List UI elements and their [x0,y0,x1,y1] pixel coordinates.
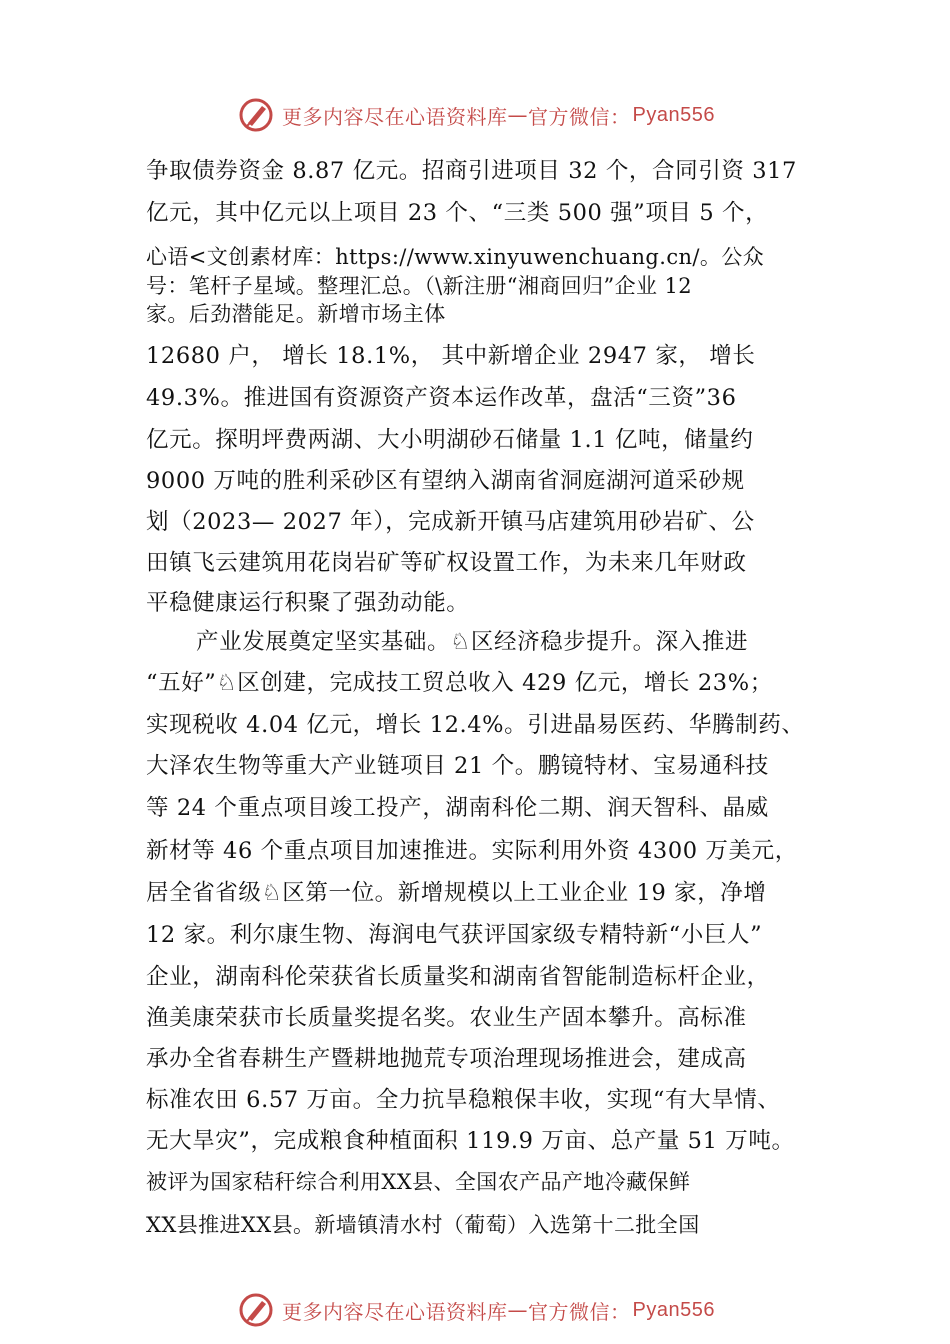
paragraph-start-line: 产业发展奠定坚实基础。♘区经济稳步提升。深入推进 [196,629,749,655]
text-line: 争取债券资金 8.87 亿元。招商引进项目 32 个，合同引资 317 [146,158,797,184]
text-line: 大泽农生物等重大产业链项目 21 个。鹏镜特材、宝易通科技 [146,753,769,779]
text-line: 12 家。利尔康生物、海润电气获评国家级专精特新“小巨人” [146,922,763,948]
watermark-site-name: 更多内容尽在心语资料库 [282,104,508,129]
watermark-contact-label: 官方微信： [528,104,631,129]
watermark-contact-id: Pyan556 [632,103,715,126]
text-line: 居全省省级♘区第一位。新增规模以上工业企业 19 家，净增 [146,880,767,906]
text-line: 实现税收 4.04 亿元，增长 12.4%。引进晶易医药、华腾制药、 [146,712,805,738]
text-line: 标准农田 6.57 万亩。全力抗旱稳粮保丰收，实现“有大旱情、 [146,1087,781,1113]
text-line: 49.3%。推进国有资源资产资本运作改革，盘活“三资”36 [146,385,737,411]
text-line: 新材等 46 个重点项目加速推进。实际利用外资 4300 万美元， [146,838,798,864]
text-line: 田镇飞云建筑用花岗岩矿等矿权设置工作，为未来几年财政 [146,550,747,576]
watermark-contact-id: Pyan556 [632,1298,715,1321]
text-line: 9000 万吨的胜利采砂区有望纳入湖南省洞庭湖河道采砂规 [146,468,745,494]
text-line: 心语<文创素材库：https://www.xinyuwenchuang.cn/。公众 [146,245,765,269]
text-line: 家。后劲潜能足。新增市场主体 [146,302,446,326]
watermark-separator: — [507,103,528,127]
pen-seal-icon [238,1292,274,1328]
text-line: 划（2023— 2027 年），完成新开镇马店建筑用砂岩矿、公 [146,509,755,535]
text-line: 亿元。探明坪费两湖、大小明湖砂石储量 1.1 亿吨，储量约 [146,427,754,453]
text-line: 亿元，其中亿元以上项目 23 个、“三类 500 强”项目 5 个， [146,200,769,226]
text-line: 等 24 个重点项目竣工投产，湖南科伦二期、润天智科、晶威 [146,795,769,821]
text-line: 12680 户， 增长 18.1%， 其中新增企业 2947 家， 增长 [146,343,756,369]
text-line: 无大旱灾”，完成粮食种植面积 119.9 万亩、总产量 51 万吨。 [146,1128,795,1154]
text-line: 号：笔杆子星域。整理汇总。（\新注册“湘商回归”企业 12 [146,274,693,298]
text-line: 承办全省春耕生产暨耕地抛荒专项治理现场推进会，建成高 [146,1046,747,1072]
watermark-banner-bottom [238,1290,738,1330]
watermark-site-name: 更多内容尽在心语资料库 [282,1299,508,1324]
text-line: 企业，湖南科伦荣获省长质量奖和湖南省智能制造标杆企业， [146,964,770,990]
text-line: XX县推进XX县。新墙镇清水村（葡萄）入选第十二批全国 [146,1213,700,1237]
watermark-separator: — [507,1298,528,1322]
text-line: 被评为国家秸秆综合利用XX县、全国农产品产地冷藏保鲜 [146,1170,691,1194]
text-line: 渔美康荣获市长质量奖提名奖。农业生产固本攀升。高标准 [146,1005,747,1031]
text-line: 平稳健康运行积聚了强劲动能。 [146,590,470,616]
watermark-contact-label: 官方微信： [528,1299,631,1324]
text-line: “五好”♘区创建，完成技工贸总收入 429 亿元，增长 23%； [146,670,773,696]
